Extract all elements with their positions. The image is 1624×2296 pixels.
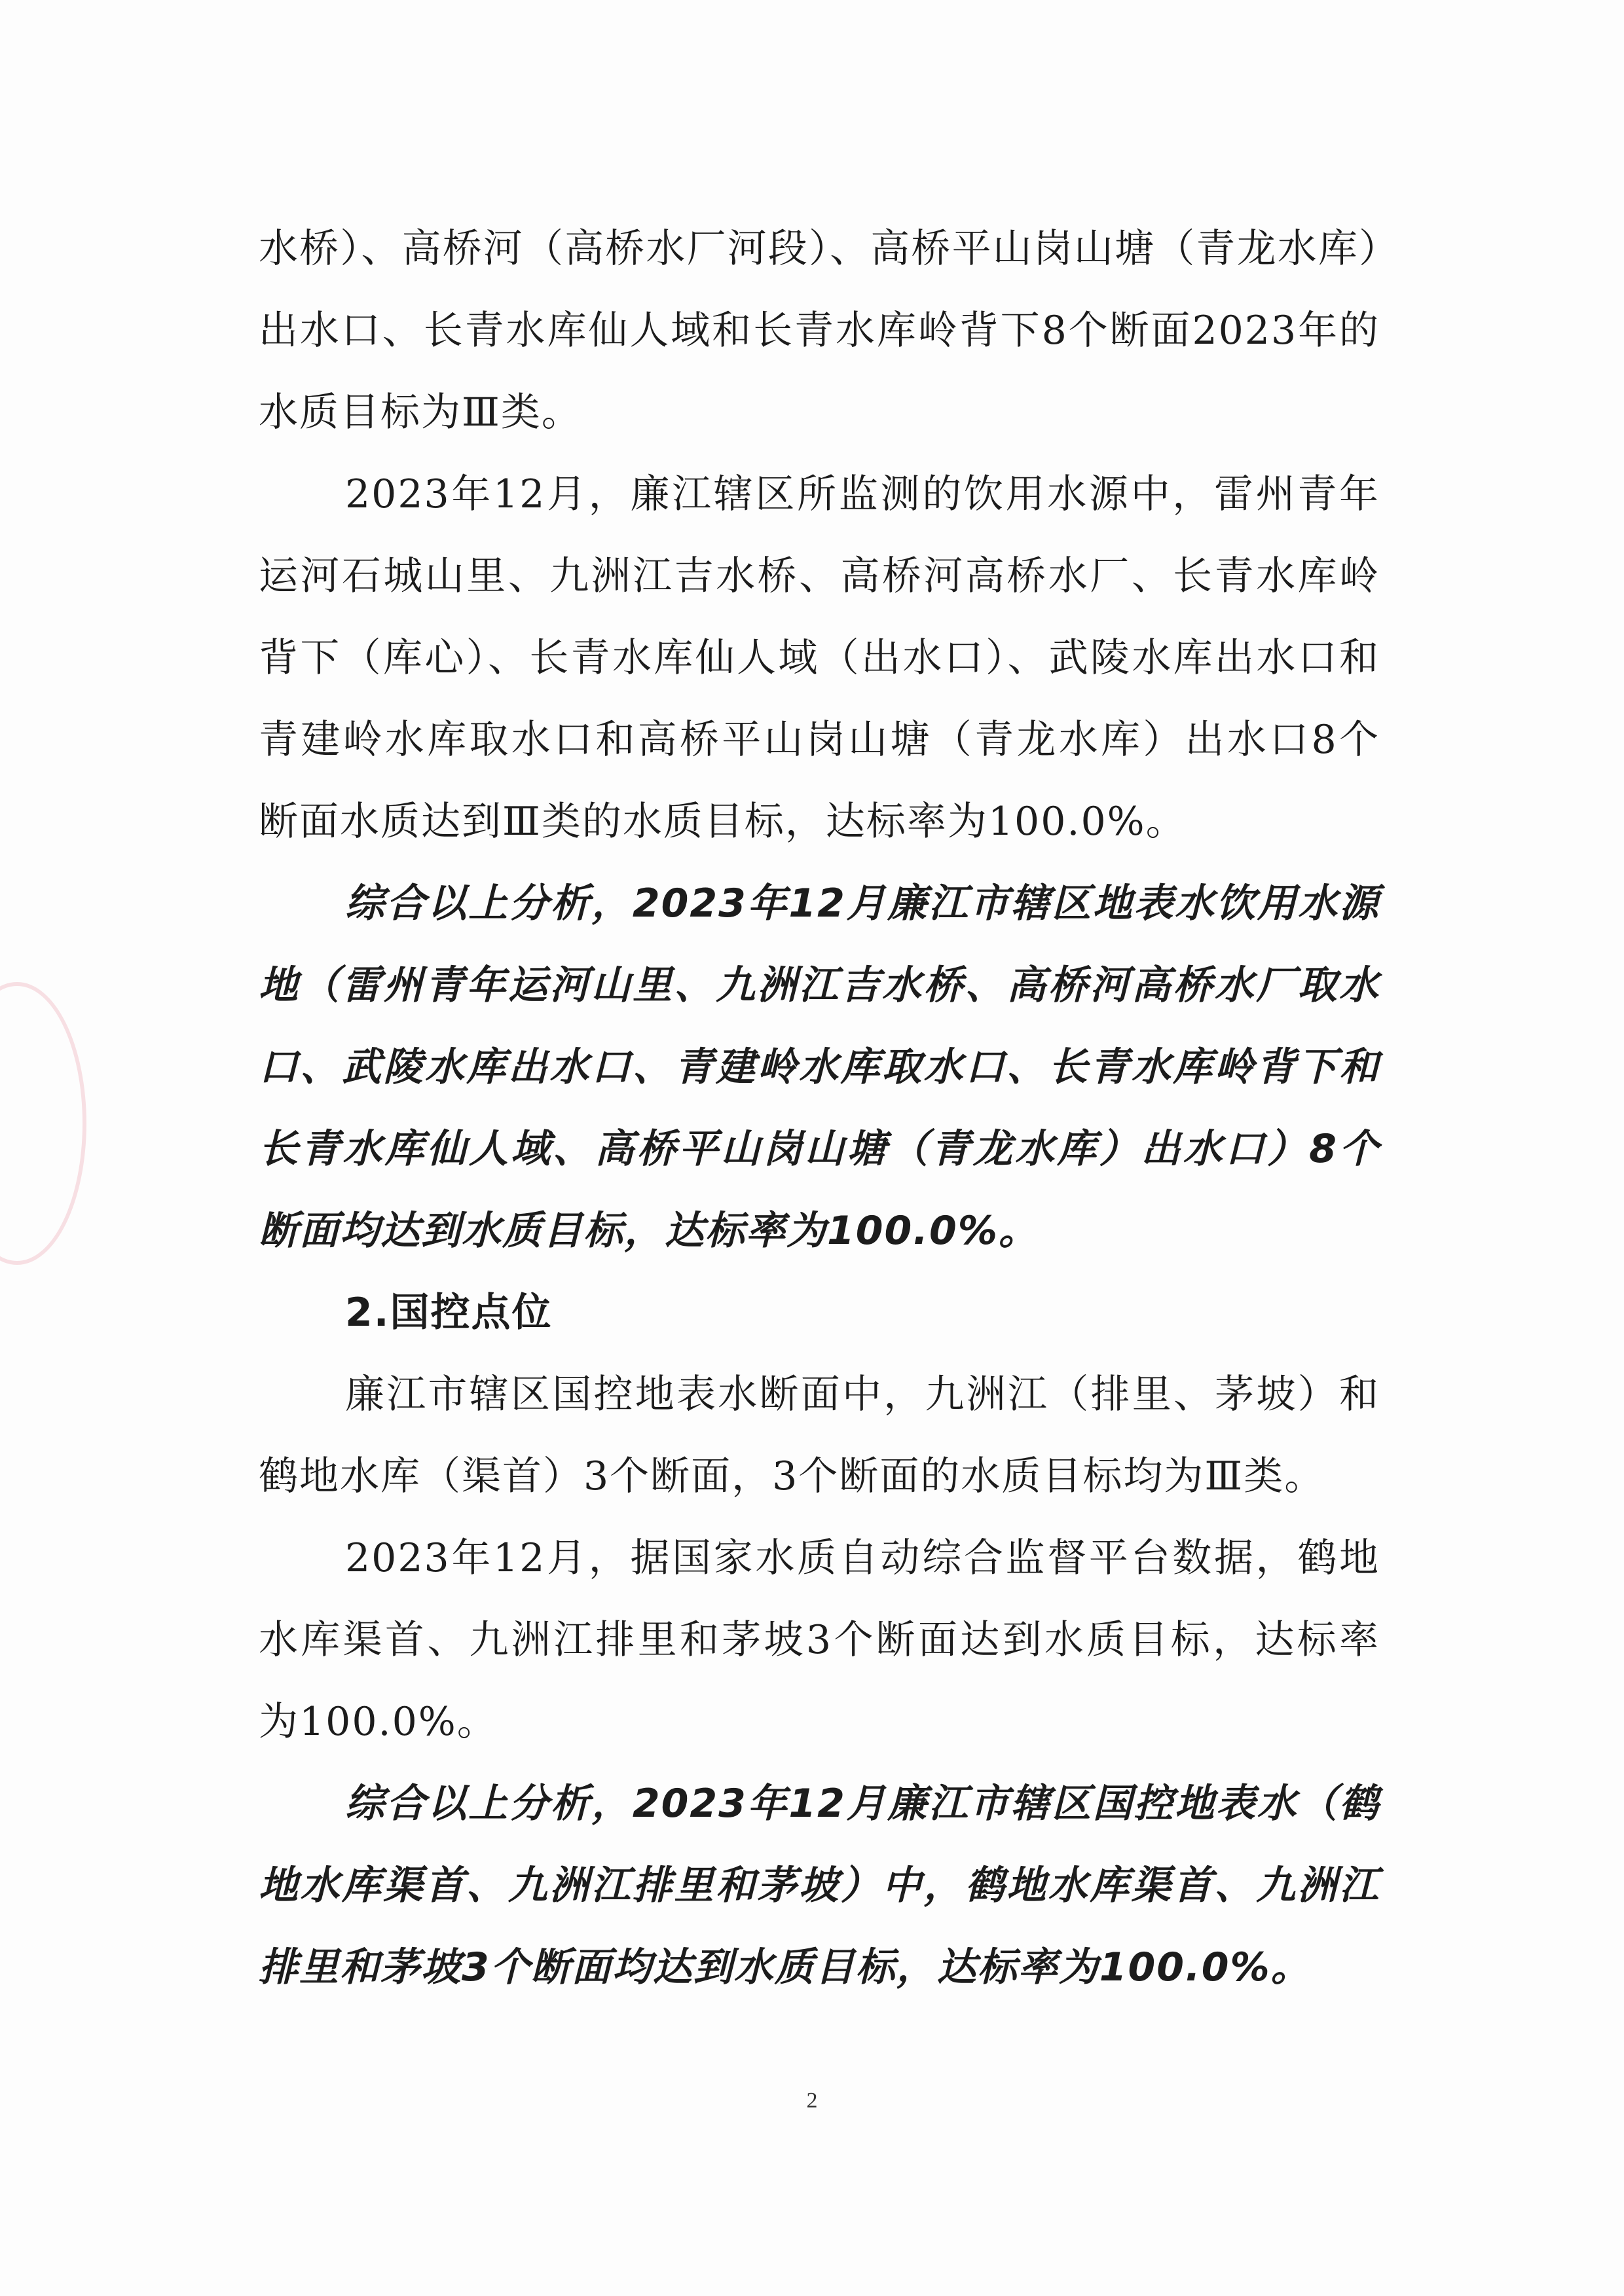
page-number: 2: [806, 2088, 818, 2113]
seal-stamp-trace: [0, 982, 86, 1265]
paragraph-national-control-summary: 综合以上分析，2023年12月廉江市辖区国控地表水（鹤地水库渠首、九洲江排里和茅坡）中，鹤地水库渠首、九洲江排里和茅坡3个断面均达到水质目标，达标率为100.0%。: [259, 1781, 1380, 1990]
paragraph-national-control-sections: 廉江市辖区国控地表水断面中，九洲江（排里、茅坡）和鹤地水库（渠首）3个断面，3个断面的水质目标均为Ⅲ类。: [259, 1372, 1380, 1499]
paragraph-continuation: 水桥）、高桥河（高桥水厂河段）、高桥平山岗山塘（青龙水库）出水口、长青水库仙人域和长青水库岭背下8个断面2023年的水质目标为Ⅲ类。: [259, 226, 1380, 435]
body-text: [259, 208, 1380, 2009]
section-heading-national-control: 2.国控点位: [345, 1290, 553, 1336]
paragraph-drinking-water-monitoring: 2023年12月，廉江辖区所监测的饮用水源中，雷州青年运河石城山里、九洲江吉水桥、高桥河高桥水厂、长青水库岭背下（库心）、长青水库仙人域（出水口）、武陵水库出水口和青建岭水库取水口和高桥平山岗山塘（青龙水库）出水口8个断面水质达到Ⅲ类的水质目标，达标率为100.0%。: [259, 471, 1380, 845]
paragraph-national-control-monitoring: 2023年12月，据国家水质自动综合监督平台数据，鹤地水库渠首、九洲江排里和茅坡3个断面达到水质目标，达标率为100.0%。: [259, 1535, 1380, 1745]
paragraph-drinking-water-summary: 综合以上分析，2023年12月廉江市辖区地表水饮用水源地（雷州青年运河山里、九洲江吉水桥、高桥河高桥水厂取水口、武陵水库出水口、青建岭水库取水口、长青水库岭背下和长青水库仙人域、高桥平山岗山塘（青龙水库）出水口）8个断面均达到水质目标，达标率为100.0%。: [259, 881, 1380, 1254]
